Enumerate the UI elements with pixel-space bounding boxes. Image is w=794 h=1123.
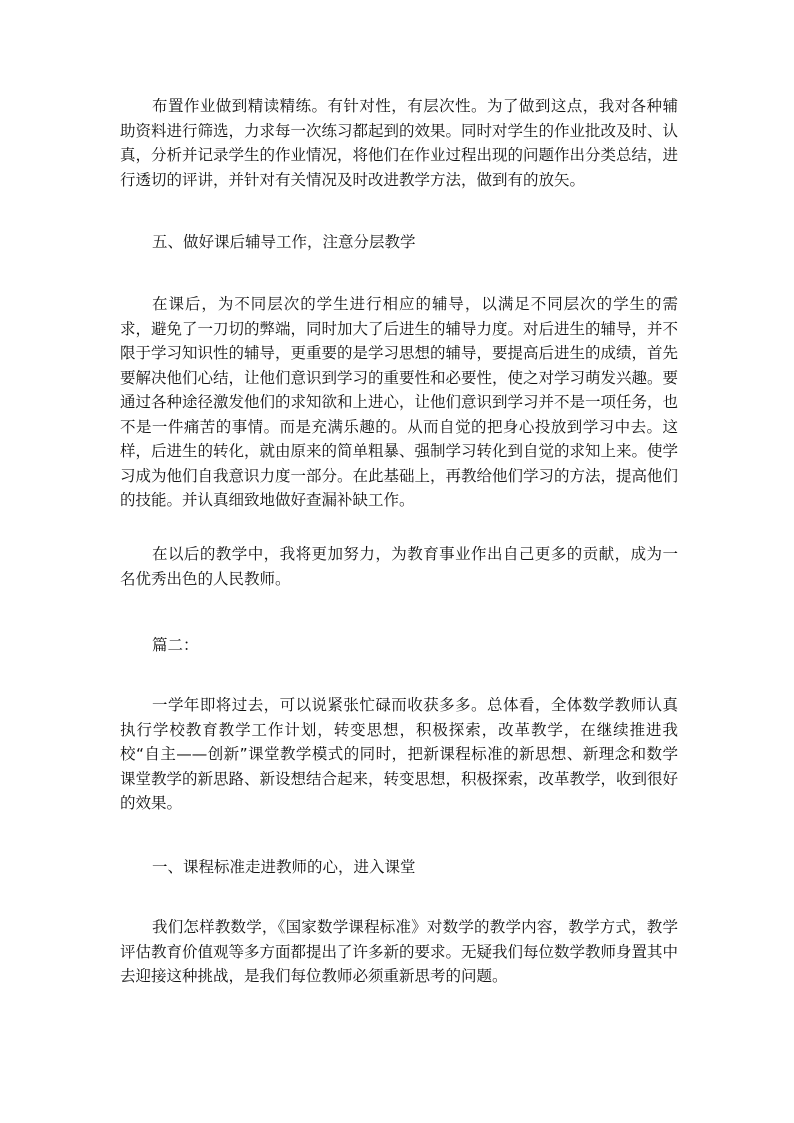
paragraph-after-class-tutoring: 在课后，为不同层次的学生进行相应的辅导，以满足不同层次的学生的需求，避免了一刀切的弊端，同时加大了后进生的辅导力度。对后进生的辅导，并不限于学习知识性的辅导，更重要的是学习思想的辅导，要提高后进生的成绩，首先要解决他们心结，让他们意识到学习的重要性和必要性，使之对学习萌发兴趣。要通过各种途径激发他们的求知欲和上进心，让他们意识到学习并不是一项任务，也不是一件痛苦的事情。而是充满乐趣的。从而自觉的把身心投放到学习中去。这样，后进生的转化，就由原来的简单粗暴、强制学习转化到自觉的求知上来。使学习成为他们自我意识力度一部分。在此基础上，再教给他们学习的方法，提高他们的技能。并认真细致地做好查漏补缺工作。 — [120, 295, 679, 509]
paragraph-homework: 布置作业做到精读精练。有针对性，有层次性。为了做到这点，我对各种辅助资料进行筛选，力求每一次练习都起到的效果。同时对学生的作业批改及时、认真，分析并记录学生的作业情况，将他们在作业过程出现的问题作出分类总结，进行透切的评讲，并针对有关情况及时改进教学方法，做到有的放矢。 — [120, 97, 679, 189]
paragraph-year-summary: 一学年即将过去，可以说紧张忙碌而收获多多。总体看，全体数学教师认真执行学校教育教学工作计划，转变思想，积极探索，改革教学，在继续推进我校“自主——创新”课堂教学模式的同时，把新课程标准的新思想、新理念和数学课堂教学的新思路、新设想结合起来，转变思想，积极探索，改革教学，收到很好的效果。 — [120, 696, 679, 812]
part-two-heading: 篇二： — [152, 636, 199, 654]
section-heading-one: 一、课程标准走进教师的心，进入课堂 — [152, 858, 416, 876]
paragraph-conclusion: 在以后的教学中，我将更加努力，为教育事业作出自己更多的贡献，成为一名优秀出色的人民教师。 — [120, 545, 678, 588]
section-heading-five: 五、做好课后辅导工作，注意分层教学 — [152, 233, 416, 251]
paragraph-curriculum-standard: 我们怎样教数学，《国家数学课程标准》对数学的教学内容，教学方式，教学评估教育价值观等多方面都提出了许多新的要求。无疑我们每位数学教师身置其中去迎接这种挑战，是我们每位教师必须重新思考的问题。 — [120, 918, 679, 985]
